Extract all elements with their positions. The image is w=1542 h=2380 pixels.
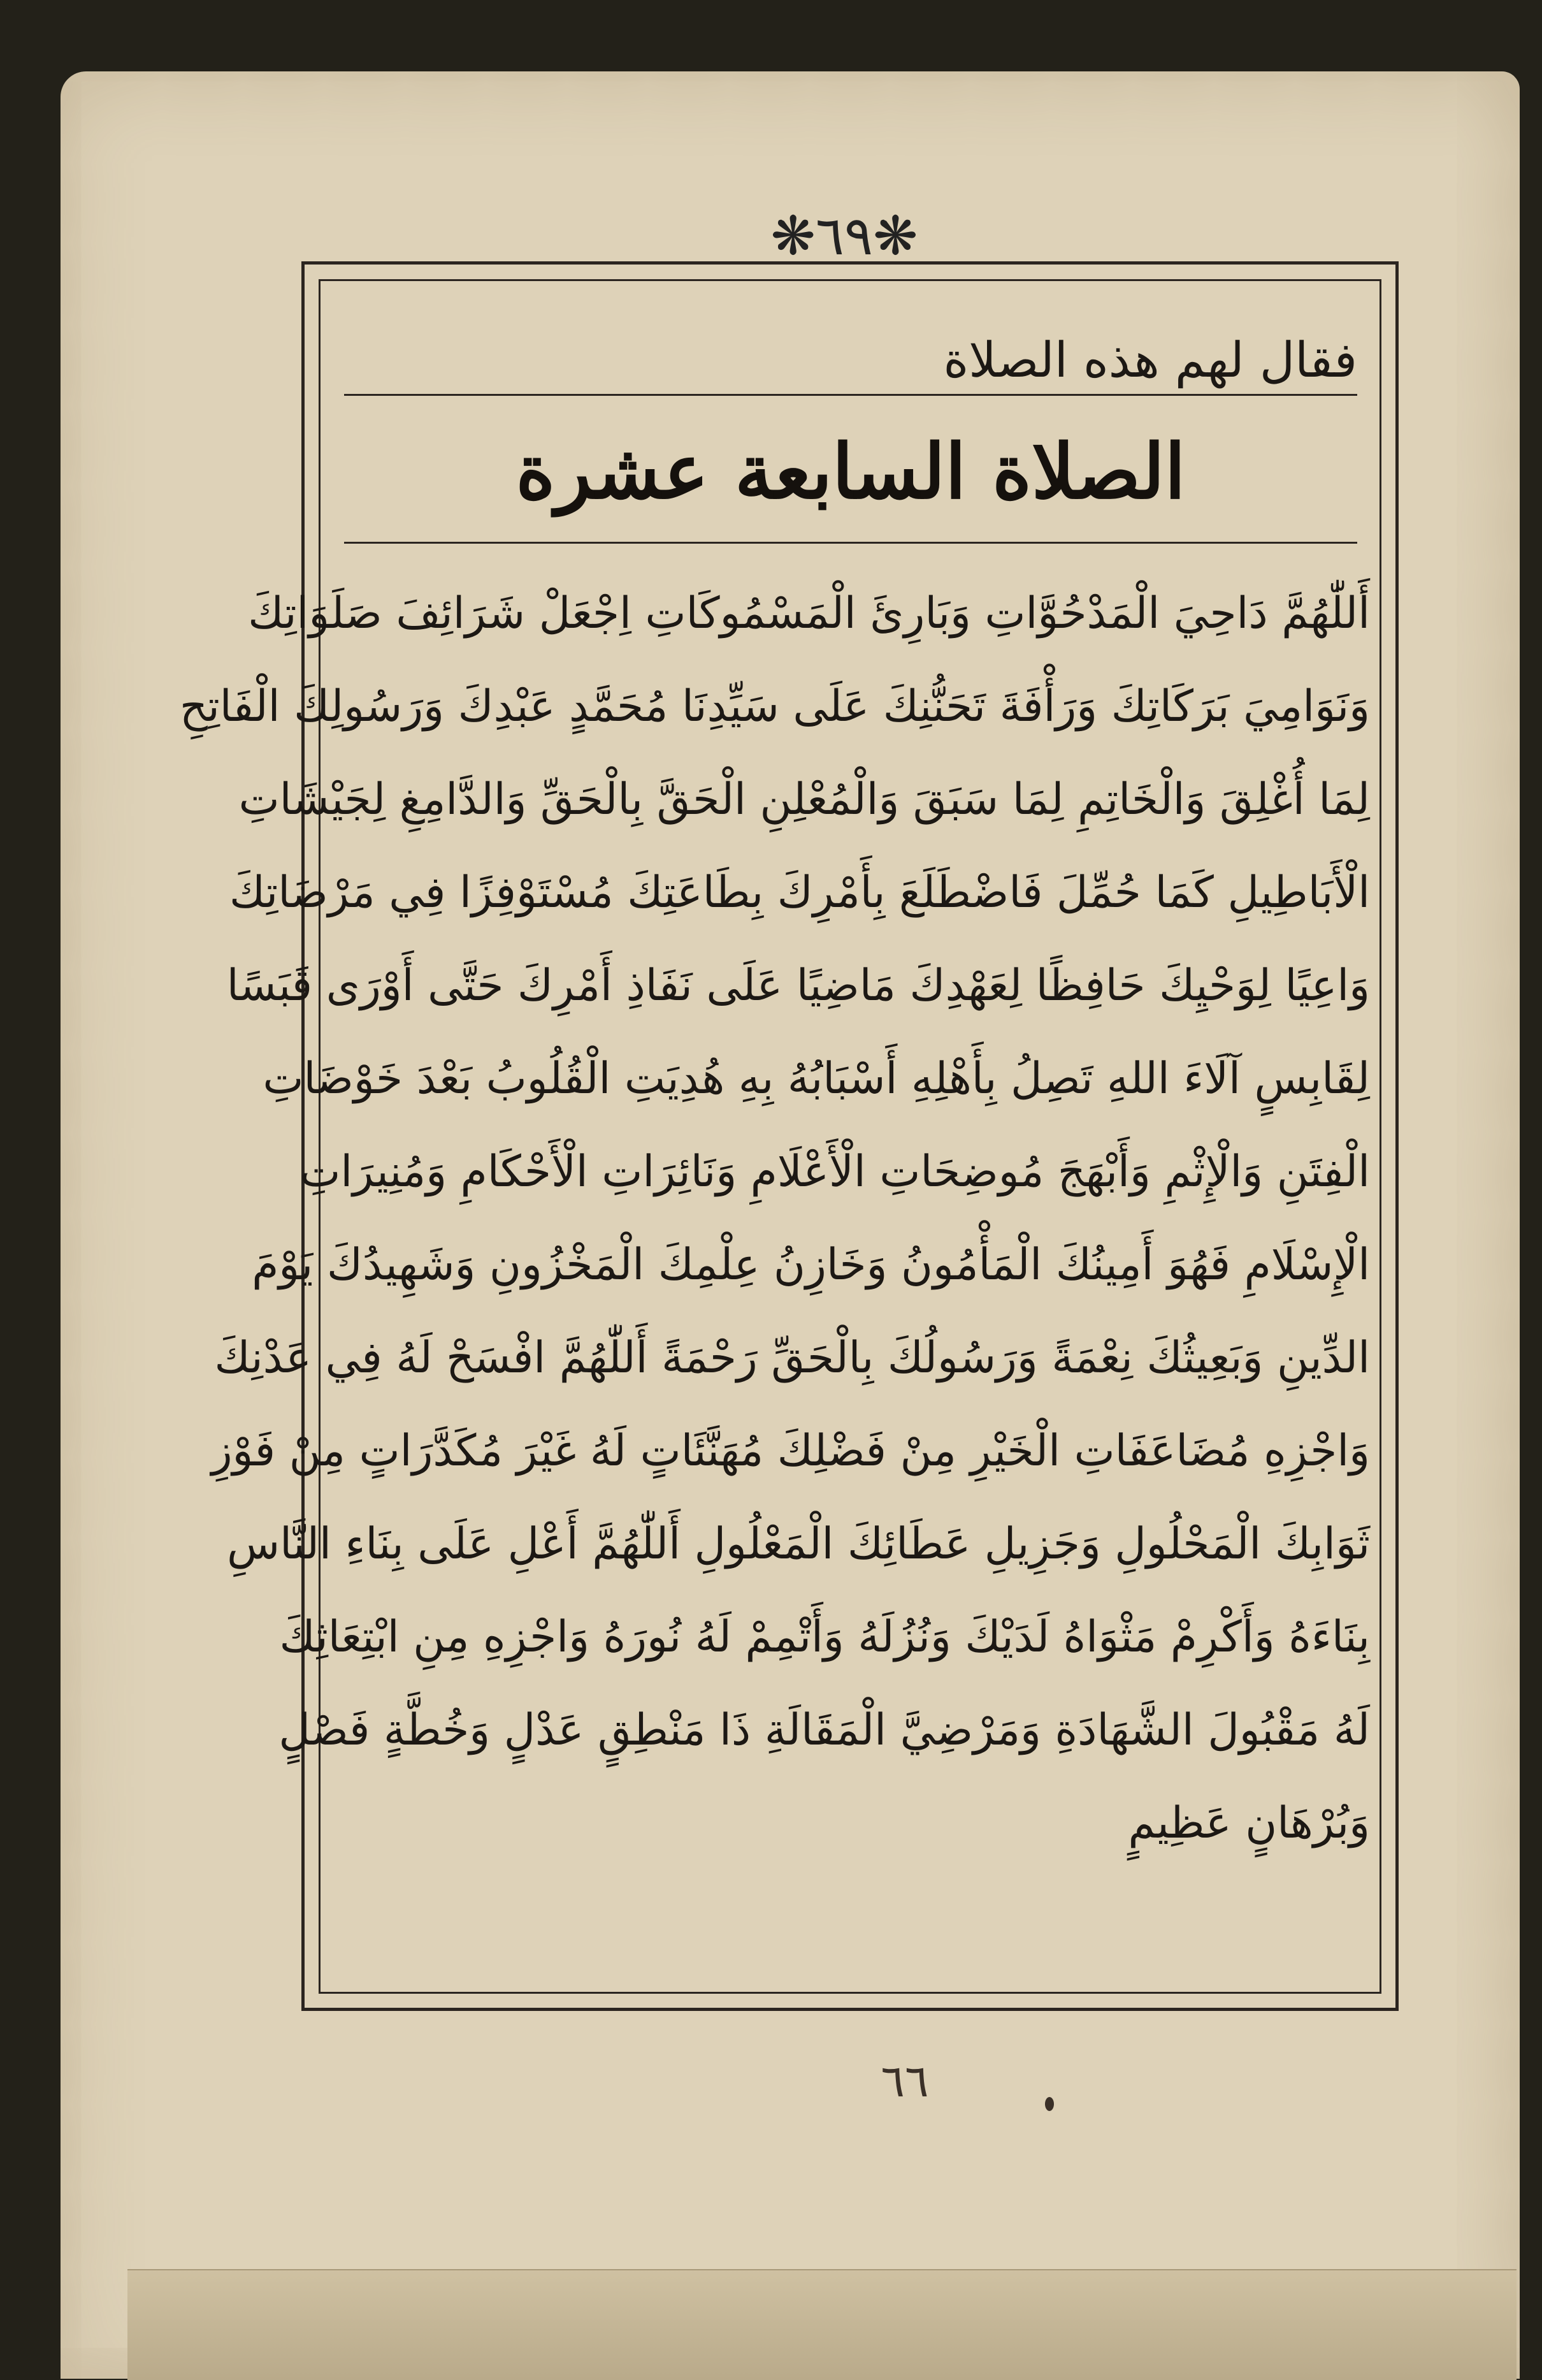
footer-mark: ٦٦: [881, 2055, 929, 2107]
text-line: بِنَاءَهُ وَأَكْرِمْ مَثْوَاهُ لَدَيْكَ وَنُزُلَهُ وَأَتْمِمْ لَهُ نُورَهُ وَاجْزِهِ مِنِ ابْتِعَاثِكَ: [279, 1612, 1370, 1662]
text-line: وَبُرْهَانٍ عَظِيمٍ: [1128, 1798, 1370, 1848]
section-heading: الصلاة السابعة عشرة: [515, 427, 1186, 516]
divider-top: [344, 394, 1357, 396]
text-line: وَاجْزِهِ مُضَاعَفَاتِ الْخَيْرِ مِنْ فَضْلِكَ مُهَنَّئَاتٍ لَهُ غَيْرَ مُكَدَّرَاتٍ مِنْ فَوْزِ: [211, 1426, 1370, 1476]
prayer-text: [179, 567, 1370, 1970]
text-line: وَاعِيًا لِوَحْيِكَ حَافِظًا لِعَهْدِكَ مَاضِيًا عَلَى نَفَاذِ أَمْرِكَ حَتَّى أَوْرَى قَبَسًا: [226, 961, 1370, 1011]
text-line: الْأَبَاطِيلِ كَمَا حُمِّلَ فَاضْطَلَعَ بِأَمْرِكَ بِطَاعَتِكَ مُسْتَوْفِزًا فِي مَرْضَاتِكَ: [229, 867, 1370, 918]
text-line: الْإِسْلَامِ فَهُوَ أَمِينُكَ الْمَأْمُونُ وَخَازِنُ عِلْمِكَ الْمَخْزُونِ وَشَهِيدُكَ يَوْمَ: [252, 1240, 1370, 1290]
text-line: لِمَا أُغْلِقَ وَالْخَاتِمِ لِمَا سَبَقَ وَالْمُعْلِنِ الْحَقَّ بِالْحَقِّ وَالدَّامِغِ لِجَيْشَاتِ: [238, 774, 1370, 825]
text-line: الْفِتَنِ وَالْإِثْمِ وَأَبْهَجَ مُوضِحَاتِ الْأَعْلَامِ وَنَائِرَاتِ الْأَحْكَامِ وَمُنِيرَاتِ: [299, 1147, 1370, 1197]
intro-line: فقال لهم هذه الصلاة: [943, 331, 1357, 388]
divider-bottom: [344, 542, 1357, 544]
text-line: أَللّٰهُمَّ دَاحِيَ الْمَدْحُوَّاتِ وَبَارِئَ الْمَسْمُوكَاتِ اِجْعَلْ شَرَائِفَ صَلَوَاتِكَ: [248, 588, 1370, 639]
ink-dot: [1045, 2097, 1054, 2111]
page-number: ❋٦٩❋: [770, 205, 918, 267]
text-line: الدِّينِ وَبَعِيثُكَ نِعْمَةً وَرَسُولُكَ بِالْحَقِّ رَحْمَةً أَللّٰهُمَّ افْسَحْ لَهُ فِي عَدْنِكَ: [214, 1333, 1370, 1383]
text-line: وَنَوَامِيَ بَرَكَاتِكَ وَرَأْفَةَ تَحَنُّنِكَ عَلَى سَيِّدِنَا مُحَمَّدٍ عَبْدِكَ وَرَسُولِكَ الْفَاتِحِ: [179, 681, 1370, 732]
text-line: ثَوَابِكَ الْمَحْلُولِ وَجَزِيلِ عَطَائِكَ الْمَعْلُولِ أَللّٰهُمَّ أَعْلِ عَلَى بِنَاءِ النَّاسِ: [227, 1519, 1370, 1569]
text-line: لِقَابِسٍ آلَاءَ اللهِ تَصِلُ بِأَهْلِهِ أَسْبَابُهُ بِهِ هُدِيَتِ الْقُلُوبُ بَعْدَ خَوْضَاتِ: [263, 1054, 1370, 1104]
text-line: لَهُ مَقْبُولَ الشَّهَادَةِ وَمَرْضِيَّ الْمَقَالَةِ ذَا مَنْطِقٍ عَدْلٍ وَخُطَّةٍ فَصْلٍ: [278, 1705, 1370, 1755]
page-edge: [127, 2269, 1517, 2380]
